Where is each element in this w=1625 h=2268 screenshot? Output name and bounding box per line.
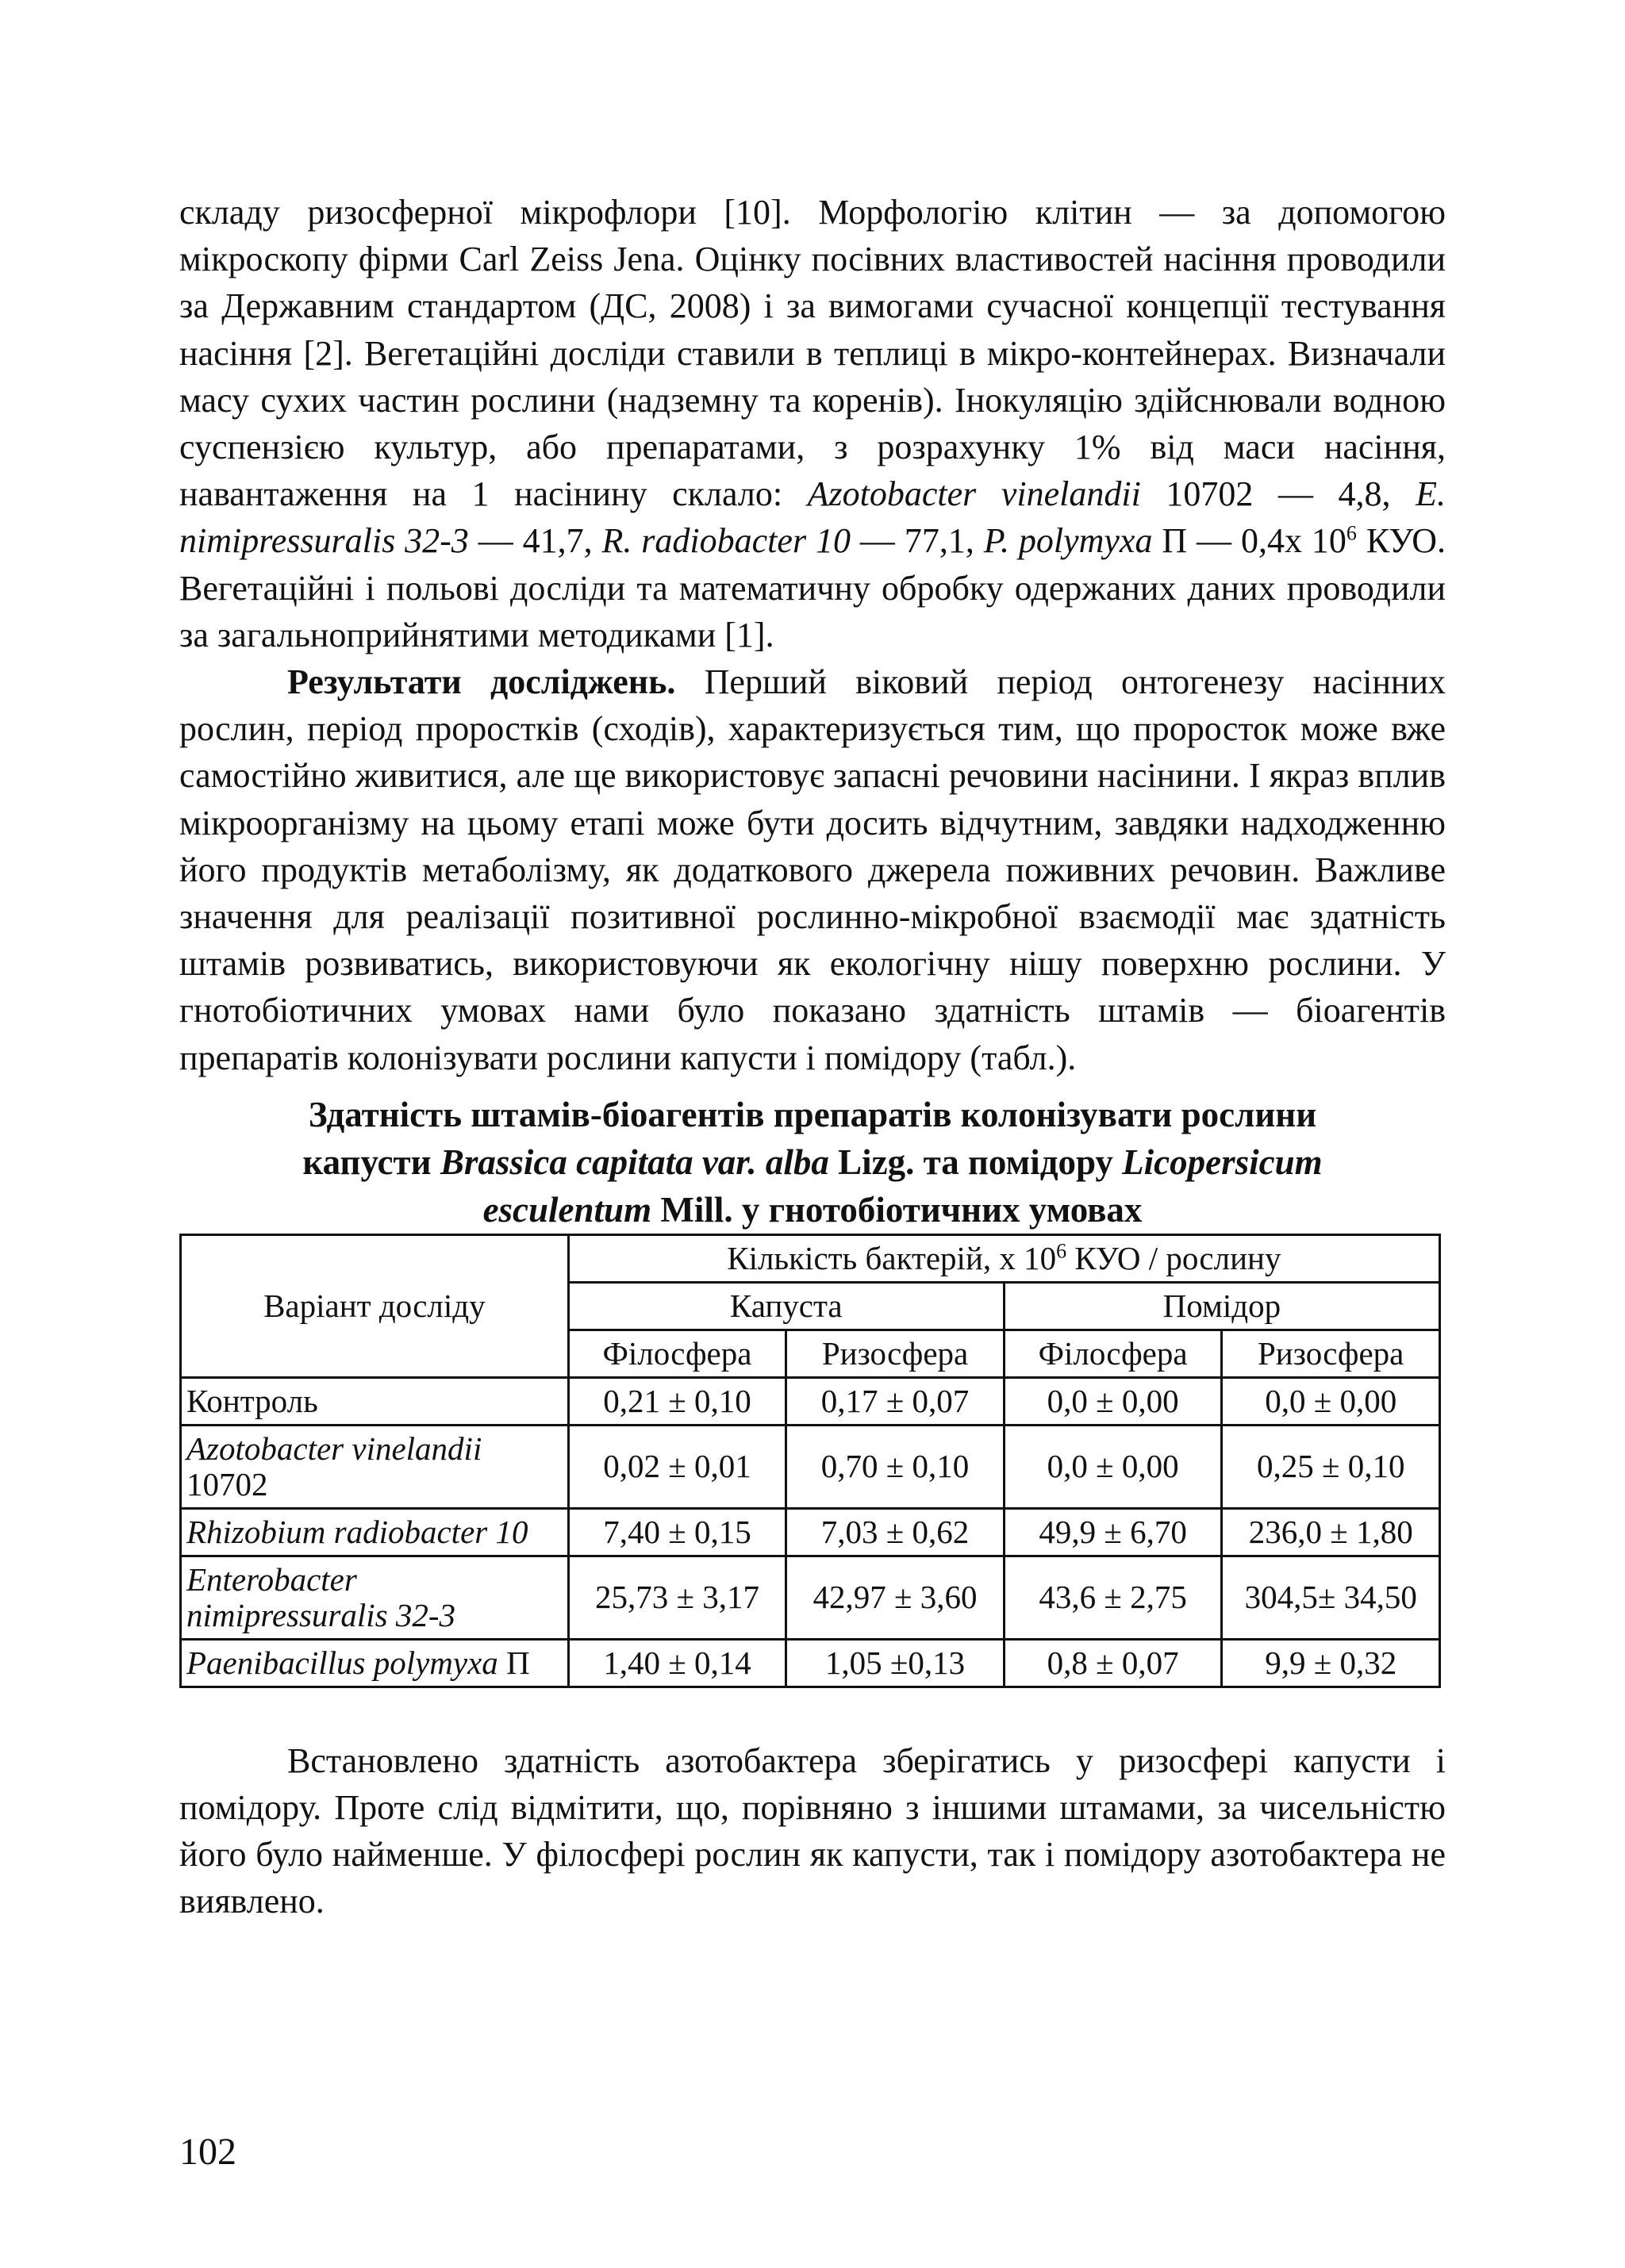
table-cell: 0,0 ± 0,00 xyxy=(1222,1377,1440,1425)
table-cell: 304,5± 34,50 xyxy=(1222,1556,1440,1639)
table-cell: 1,40 ± 0,14 xyxy=(568,1639,786,1687)
table-cell: 0,8 ± 0,07 xyxy=(1004,1639,1222,1687)
header-phyllosphere: Філосфера xyxy=(1004,1330,1222,1377)
superscript: 6 xyxy=(1346,521,1357,545)
header-count: Кількість бактерій, х $10^6$ КУО / рослину xyxy=(568,1234,1439,1282)
row-variant: Rhizobium radiobacter 10 xyxy=(181,1508,569,1556)
caption-line: esculentum Mill. у гнотобіотичних умовах xyxy=(482,1189,1143,1230)
table-row xyxy=(181,1508,1440,1556)
row-variant: Enterobacter nimipressuralis 32-3 xyxy=(181,1556,569,1639)
table-cell: 0,02 ± 0,01 xyxy=(568,1425,786,1508)
header-tomato: Помідор xyxy=(1004,1282,1439,1330)
table-cell: 9,9 ± 0,32 xyxy=(1222,1639,1440,1687)
header-cabbage: Капуста xyxy=(568,1282,1004,1330)
table-row xyxy=(181,1556,1440,1639)
results-table xyxy=(179,1234,1441,1688)
table-cell: 43,6 ± 2,75 xyxy=(1004,1556,1222,1639)
species-name: Azotobacter vinelandii xyxy=(807,474,1141,514)
table-cell: 0,21 ± 0,10 xyxy=(568,1377,786,1425)
text-run: — 41,7, xyxy=(468,521,602,561)
table-row xyxy=(181,1377,1440,1425)
row-variant: Azotobacter vinelandii 10702 xyxy=(181,1425,569,1508)
table-header-row xyxy=(181,1234,1440,1282)
page-number: 102 xyxy=(179,2131,236,2173)
table-cell: 7,03 ± 0,62 xyxy=(786,1508,1005,1556)
text-run: П — 0,4х 10 xyxy=(1152,521,1346,561)
species-name: Brassica capitata var. alba xyxy=(440,1142,829,1182)
text-run: — 77,1, xyxy=(850,521,984,561)
caption-line: капусти Brassica capitata var. alba Lizg. та помідору Licopersicum xyxy=(302,1142,1323,1182)
caption-line: Здатність штамів-біоагентів препаратів колонізувати рослини xyxy=(308,1094,1317,1134)
table-cell: 0,17 ± 0,07 xyxy=(786,1377,1005,1425)
paragraph-results xyxy=(179,658,1446,1081)
table-cell: 0,25 ± 0,10 xyxy=(1222,1425,1440,1508)
header-rhizosphere: Ризосфера xyxy=(786,1330,1005,1377)
section-heading: Результати досліджень. xyxy=(287,662,676,702)
table-caption xyxy=(179,1091,1446,1234)
table-row xyxy=(181,1639,1440,1687)
row-variant: Контроль xyxy=(181,1377,569,1425)
species-name: P. polymyxa xyxy=(983,521,1153,561)
paragraph-conclusion: Встановлено здатність азотобактера зберігатись у ризосфері капусти і помідору. Проте слід відмітити, що, порівняно з іншими штамами, за чисельністю його було найменше. У філосфері рослин як капусти, так і помідору азотобактера не виявлено. xyxy=(179,1740,1446,1921)
table-row xyxy=(181,1425,1440,1508)
table-cell: 236,0 ± 1,80 xyxy=(1222,1508,1440,1556)
text-run: КУО. Вегетаційні і польові досліди та математичну обробку одержаних даних проводили за загальноприйнятими методиками [1]. xyxy=(179,521,1446,654)
species-name: E. nimipressuralis 32-3 xyxy=(179,474,1446,561)
table-cell: 25,73 ± 3,17 xyxy=(568,1556,786,1639)
species-name: esculentum xyxy=(482,1189,652,1230)
paragraph-methods xyxy=(179,189,1446,658)
text-run: Перший віковий період онтогенезу насінних рослин, період проростків (сходів), характеризується тим, що проросток може вже самостійно живитися, але ще використовує запасні речовини насінини. І якраз вплив мікроорганізму на цьому етапі може бути досить відчутним, завдяки надходженню його продуктів метаболізму, як додаткового джерела поживних речовин. Важливе значення для реалізації позитивної рослинно-мікробної взаємодії має здатність штамів розвиватись, використовуючи як екологічну нішу поверхню рослини. У гнотобіотичних умовах нами було показано здатність штамів — біоагентів препаратів колонізувати рослини капусти і помідору (табл.). xyxy=(179,662,1446,1077)
table-cell: 49,9 ± 6,70 xyxy=(1004,1508,1222,1556)
table-cell: 7,40 ± 0,15 xyxy=(568,1508,786,1556)
table-cell: 0,70 ± 0,10 xyxy=(786,1425,1005,1508)
table-cell: 0,0 ± 0,00 xyxy=(1004,1377,1222,1425)
table-cell: 1,05 ±0,13 xyxy=(786,1639,1005,1687)
species-name: Licopersicum xyxy=(1122,1142,1323,1182)
text-run: складу ризосферної мікрофлори [10]. Морфологію клітин — за допомогою мікроскопу фірми Carl Zeiss Jena. Оцінку посівних властивостей насіння проводили за Державним стандартом (ДС, 2008) і за вимогами сучасної концепції тестування насіння [2]. Вегетаційні досліди ставили в теплиці в мікро-контейнерах. Визначали масу сухих частин рослини (надземну та коренів). Інокуляцію здійснювали водною суспензією культур, або препаратами, з розрахунку 1% від маси насіння, навантаження на 1 насінину склало: xyxy=(179,193,1446,514)
header-rhizosphere: Ризосфера xyxy=(1222,1330,1440,1377)
header-phyllosphere: Філосфера xyxy=(568,1330,786,1377)
species-name: R. radiobacter 10 xyxy=(601,521,851,561)
table-cell: 0,0 ± 0,00 xyxy=(1004,1425,1222,1508)
header-variant: Варіант досліду xyxy=(181,1234,569,1377)
row-variant: Paenibacillus polymyxa П xyxy=(181,1639,569,1687)
text-run: 10702 — 4,8, xyxy=(1140,474,1416,514)
table-cell: 42,97 ± 3,60 xyxy=(786,1556,1005,1639)
